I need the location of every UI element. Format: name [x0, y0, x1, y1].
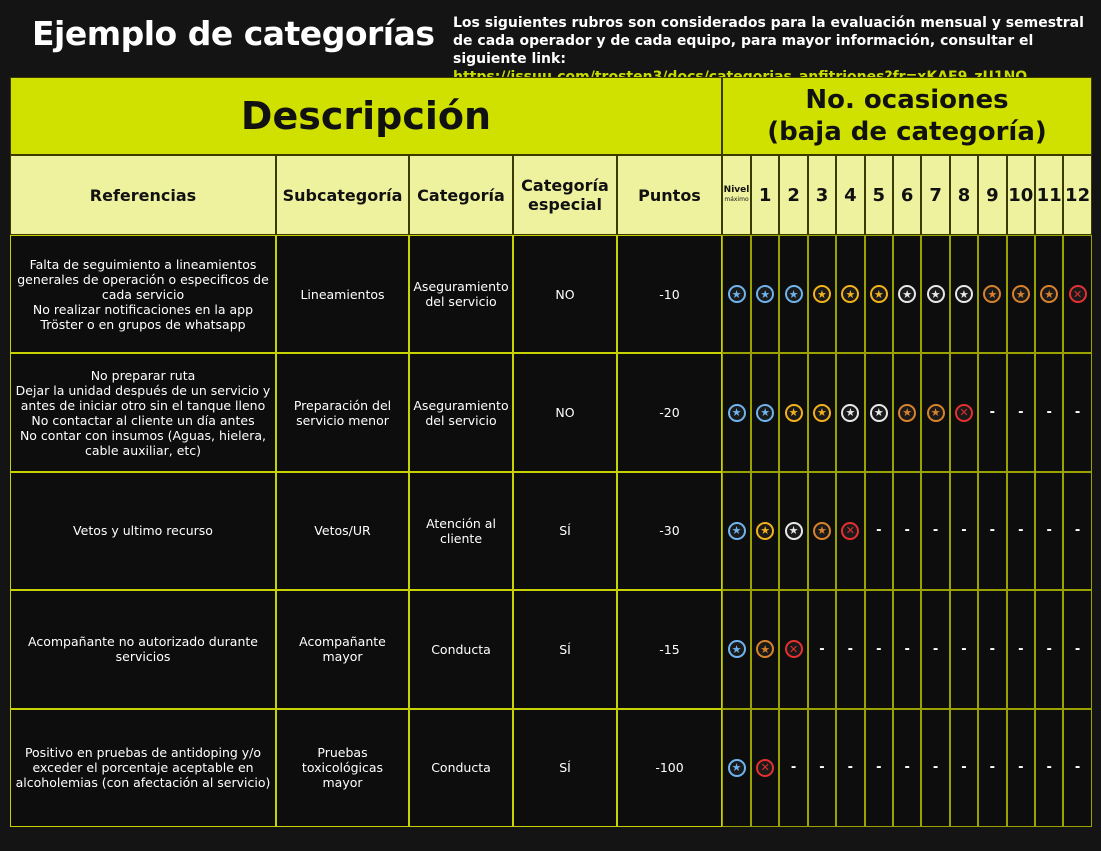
row-categoria-line: Aseguramiento del servicio	[413, 397, 509, 428]
no-change-dash: -	[1074, 405, 1081, 421]
row-subcategoria	[276, 709, 409, 827]
row-subcategoria	[276, 472, 409, 590]
occurrence-cell-5	[865, 709, 893, 827]
occurrence-cell-1	[751, 590, 779, 708]
maximo-label: máximo	[724, 196, 749, 203]
occurrence-cell-11	[1035, 590, 1063, 708]
occurrence-header-4: 4	[836, 155, 864, 235]
descripcion-header: Descripción	[10, 77, 722, 155]
white-star-icon: ★	[927, 285, 945, 303]
occurrence-cell-3	[808, 235, 836, 353]
gold-star-icon: ★	[870, 285, 888, 303]
row-categoria	[409, 235, 513, 353]
no-change-dash: -	[989, 523, 996, 539]
blue-star-icon: ★	[756, 404, 774, 422]
occurrence-cell-7	[921, 353, 949, 471]
occurrence-cell-2	[779, 235, 807, 353]
page-title: Ejemplo de categorías	[32, 14, 435, 53]
no-change-dash: -	[904, 641, 910, 657]
no-change-dash: -	[847, 641, 854, 657]
no-change-dash: -	[847, 760, 854, 776]
row-referencias-line: Falta de seguimiento a lineamientos generales de operación o especificos de cada servicio	[17, 256, 269, 302]
occurrence-cell-7	[921, 590, 949, 708]
blue-star-icon: ★	[785, 285, 803, 303]
row-categoria-especial-line: NO	[555, 286, 575, 302]
row-puntos	[617, 353, 722, 471]
row-categoria-especial-line: SÍ	[559, 641, 571, 657]
occurrence-cell-7	[921, 472, 949, 590]
red-x-icon: ✕	[1069, 285, 1087, 303]
occurrence-cell-4	[836, 353, 864, 471]
row-referencias	[10, 709, 276, 827]
occurrence-cell-8	[950, 235, 978, 353]
row-categoria-especial	[513, 353, 617, 471]
occurrence-cell-8	[950, 590, 978, 708]
row-categoria-especial	[513, 709, 617, 827]
occurrence-cell-4	[836, 590, 864, 708]
occurrence-cell-12	[1063, 709, 1091, 827]
bronze-star-icon: ★	[1040, 285, 1058, 303]
occurrence-cell-5	[865, 590, 893, 708]
occurrence-cell-9	[978, 590, 1006, 708]
gold-star-icon: ★	[841, 285, 859, 303]
occurrence-cell-3	[808, 472, 836, 590]
red-x-icon: ✕	[955, 404, 973, 422]
nivel-maximo-cell	[722, 590, 751, 708]
row-categoria	[409, 353, 513, 471]
no-change-dash: -	[1018, 760, 1024, 776]
occurrence-cell-2	[779, 590, 807, 708]
no-change-dash: -	[1018, 523, 1024, 539]
occurrence-cell-7	[921, 709, 949, 827]
row-puntos	[617, 472, 722, 590]
no-change-dash: -	[1046, 523, 1052, 539]
occurrence-cell-9	[978, 472, 1006, 590]
row-categoria-line: Atención al cliente	[426, 515, 496, 546]
occurrence-cell-3	[808, 709, 836, 827]
occurrence-cell-5	[865, 472, 893, 590]
occurrence-cell-12	[1063, 590, 1091, 708]
occurrence-cell-10	[1007, 709, 1035, 827]
no-change-dash: -	[876, 523, 882, 539]
row-puntos	[617, 235, 722, 353]
blue-star-icon: ★	[728, 404, 746, 422]
nivel-maximo-cell	[722, 472, 751, 590]
occurrence-cell-6	[893, 353, 921, 471]
occurrence-cell-10	[1007, 353, 1035, 471]
occurrence-cell-8	[950, 353, 978, 471]
categories-table	[10, 77, 1092, 827]
no-change-dash: -	[961, 523, 967, 539]
occurrence-cell-1	[751, 353, 779, 471]
row-puntos	[617, 590, 722, 708]
occurrence-cell-3	[808, 353, 836, 471]
no-change-dash: -	[1046, 641, 1052, 657]
col-header-categoria: Categoría	[409, 155, 513, 235]
row-referencias-line: Dejar la unidad después de un servicio y antes de iniciar otro sin el tanque lleno	[15, 382, 271, 413]
gold-star-icon: ★	[813, 285, 831, 303]
row-puntos	[617, 709, 722, 827]
occurrence-cell-1	[751, 235, 779, 353]
no-change-dash: -	[876, 641, 882, 657]
occurrence-cell-9	[978, 709, 1006, 827]
row-categoria-especial-line: SÍ	[559, 523, 571, 539]
occurrence-cell-7	[921, 235, 949, 353]
no-change-dash: -	[989, 760, 996, 776]
occurrence-header-3: 3	[808, 155, 836, 235]
no-change-dash: -	[1074, 523, 1081, 539]
occurrence-cell-4	[836, 472, 864, 590]
row-subcategoria-line: Pruebas toxicológicas mayor	[301, 745, 384, 791]
occurrence-cell-10	[1007, 235, 1035, 353]
red-x-icon: ✕	[841, 522, 859, 540]
occurrence-header-8: 8	[950, 155, 978, 235]
occurrence-cell-6	[893, 472, 921, 590]
row-subcategoria-line: Vetos/UR	[314, 523, 371, 539]
row-puntos-line: -100	[655, 760, 684, 776]
row-referencias	[10, 472, 276, 590]
no-change-dash: -	[961, 641, 967, 657]
row-subcategoria-line: Preparación del servicio menor	[293, 397, 392, 428]
blue-star-icon: ★	[728, 759, 746, 777]
no-change-dash: -	[1046, 760, 1052, 776]
bronze-star-icon: ★	[983, 285, 1001, 303]
occurrence-cell-2	[779, 353, 807, 471]
nivel-maximo-cell	[722, 353, 751, 471]
occurrence-cell-3	[808, 590, 836, 708]
occurrence-cell-8	[950, 472, 978, 590]
no-change-dash: -	[989, 405, 996, 421]
ocasiones-header-line2: (baja de categoría)	[767, 117, 1047, 147]
occurrence-header-7: 7	[921, 155, 949, 235]
intro-text-block	[453, 14, 1098, 86]
intro-text: Los siguientes rubros son considerados para la evaluación mensual y semestral de cada operador y de cada equipo, para mayor información, consultar el siguiente link:	[453, 15, 1084, 67]
occurrence-cell-5	[865, 235, 893, 353]
no-change-dash: -	[1046, 405, 1052, 421]
row-puntos-line: -20	[659, 405, 680, 421]
occurrence-cell-6	[893, 590, 921, 708]
occurrence-cell-11	[1035, 472, 1063, 590]
occurrence-header-5: 5	[865, 155, 893, 235]
bronze-star-icon: ★	[1012, 285, 1030, 303]
white-star-icon: ★	[841, 404, 859, 422]
occurrence-cell-12	[1063, 472, 1091, 590]
gold-star-icon: ★	[813, 404, 831, 422]
occurrence-cell-9	[978, 235, 1006, 353]
occurrence-cell-2	[779, 472, 807, 590]
bronze-star-icon: ★	[813, 522, 831, 540]
blue-star-icon: ★	[728, 522, 746, 540]
occurrence-cell-4	[836, 709, 864, 827]
no-change-dash: -	[1074, 760, 1081, 776]
row-categoria	[409, 709, 513, 827]
occurrence-cell-6	[893, 235, 921, 353]
row-referencias-line: No contar con insumos (Aguas, hielera, cable auxiliar, etc)	[19, 427, 267, 458]
row-categoria-especial	[513, 590, 617, 708]
nivel-maximo-cell	[722, 709, 751, 827]
occurrence-cell-9	[978, 353, 1006, 471]
no-change-dash: -	[989, 641, 996, 657]
nivel-maximo-cell	[722, 235, 751, 353]
occurrence-cell-11	[1035, 235, 1063, 353]
row-referencias-line: Positivo en pruebas de antidoping y/o exceder el porcentaje aceptable en alcoholemias (con afectación al servicio)	[15, 745, 271, 791]
row-categoria-especial-line: NO	[555, 405, 575, 421]
ocasiones-header-line1: No. ocasiones	[805, 85, 1009, 115]
occurrence-cell-4	[836, 235, 864, 353]
occurrence-cell-5	[865, 353, 893, 471]
occurrence-header-9: 9	[978, 155, 1006, 235]
row-subcategoria	[276, 353, 409, 471]
occurrence-cell-1	[751, 709, 779, 827]
col-header-subcategoria: Subcategoría	[276, 155, 409, 235]
no-change-dash: -	[819, 641, 825, 657]
row-categoria-line: Aseguramiento del servicio	[413, 279, 509, 310]
occurrence-cell-11	[1035, 709, 1063, 827]
occurrence-cell-11	[1035, 353, 1063, 471]
gold-star-icon: ★	[756, 522, 774, 540]
bronze-star-icon: ★	[898, 404, 916, 422]
occurrence-cell-10	[1007, 590, 1035, 708]
no-change-dash: -	[819, 760, 825, 776]
row-categoria	[409, 590, 513, 708]
col-header-categoria-especial: Categoría especial	[513, 155, 617, 235]
no-change-dash: -	[932, 523, 939, 539]
row-categoria-especial-line: SÍ	[559, 760, 571, 776]
row-referencias-line: No realizar notificaciones en la app Tröster o en grupos de whatsapp	[32, 301, 254, 332]
row-puntos-line: -30	[659, 523, 680, 539]
white-star-icon: ★	[870, 404, 888, 422]
no-change-dash: -	[1074, 641, 1081, 657]
nivel-label: Nivel	[723, 185, 750, 195]
bronze-star-icon: ★	[927, 404, 945, 422]
blue-star-icon: ★	[728, 640, 746, 658]
occurrence-cell-12	[1063, 353, 1091, 471]
occurrence-cell-1	[751, 472, 779, 590]
row-referencias-line: Acompañante no autorizado durante servicios	[28, 634, 258, 665]
row-referencias-line: No preparar ruta	[90, 367, 196, 383]
white-star-icon: ★	[955, 285, 973, 303]
no-change-dash: -	[876, 760, 882, 776]
occurrence-cell-2	[779, 709, 807, 827]
row-subcategoria	[276, 590, 409, 708]
occurrence-header-12: 12	[1063, 155, 1091, 235]
no-change-dash: -	[932, 760, 939, 776]
row-categoria-especial	[513, 472, 617, 590]
occurrence-cell-10	[1007, 472, 1035, 590]
occurrence-cell-8	[950, 709, 978, 827]
ocasiones-header	[722, 77, 1092, 155]
col-header-puntos: Puntos	[617, 155, 722, 235]
row-referencias	[10, 235, 276, 353]
occurrence-header-6: 6	[893, 155, 921, 235]
red-x-icon: ✕	[785, 640, 803, 658]
row-puntos-line: -10	[659, 286, 680, 302]
no-change-dash: -	[904, 760, 910, 776]
blue-star-icon: ★	[728, 285, 746, 303]
row-categoria	[409, 472, 513, 590]
no-change-dash: -	[961, 760, 967, 776]
no-change-dash: -	[932, 641, 939, 657]
occurrence-header-11: 11	[1035, 155, 1063, 235]
white-star-icon: ★	[898, 285, 916, 303]
white-star-icon: ★	[785, 522, 803, 540]
occurrence-cell-6	[893, 709, 921, 827]
row-subcategoria	[276, 235, 409, 353]
no-change-dash: -	[904, 523, 910, 539]
row-subcategoria-line: Acompañante mayor	[299, 634, 386, 665]
row-categoria-line: Conducta	[431, 641, 491, 657]
no-change-dash: -	[790, 760, 797, 776]
occurrence-header-2: 2	[779, 155, 807, 235]
occurrence-header-10: 10	[1007, 155, 1035, 235]
row-referencias-line: No contactar al cliente un día antes	[31, 412, 255, 428]
no-change-dash: -	[1018, 641, 1024, 657]
bronze-star-icon: ★	[756, 640, 774, 658]
row-subcategoria-line: Lineamientos	[300, 286, 385, 302]
row-categoria-especial	[513, 235, 617, 353]
row-referencias	[10, 353, 276, 471]
no-change-dash: -	[1018, 405, 1024, 421]
red-x-icon: ✕	[756, 759, 774, 777]
col-header-nivel-maximo	[722, 155, 751, 235]
col-header-referencias: Referencias	[10, 155, 276, 235]
row-referencias	[10, 590, 276, 708]
occurrence-header-1: 1	[751, 155, 779, 235]
occurrence-cell-12	[1063, 235, 1091, 353]
row-referencias-line: Vetos y ultimo recurso	[73, 523, 213, 539]
row-categoria-line: Conducta	[431, 760, 491, 776]
row-puntos-line: -15	[659, 641, 680, 657]
blue-star-icon: ★	[756, 285, 774, 303]
gold-star-icon: ★	[785, 404, 803, 422]
